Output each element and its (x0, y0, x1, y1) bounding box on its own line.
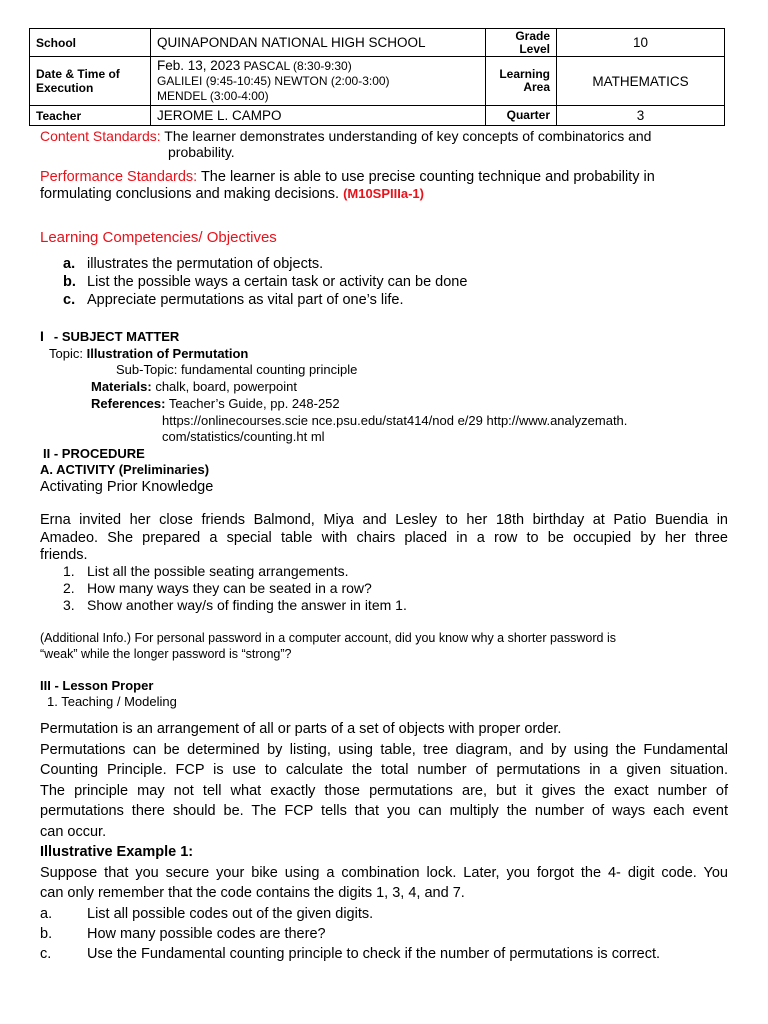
school-label: School (30, 29, 151, 57)
topic-line (49, 346, 248, 362)
activity-item-text: List all the possible seating arrangements. (87, 563, 349, 579)
procedure-heading: II - PROCEDURE (43, 446, 145, 461)
additional-info (40, 630, 616, 662)
lesson-line: Permutations can be determined by listing, using table, tree diagram, and by using the Fundamental (40, 741, 728, 758)
reference-url: https://onlinecourses.scie nce.psu.edu/stat414/nod e/29 http://www.analyzemath. (162, 413, 628, 428)
objective-item (63, 255, 323, 273)
additional-info-line: (Additional Info.) For personal password in a computer account, did you know why a shorter password is (40, 631, 616, 645)
list-marker: 1. (63, 563, 75, 579)
materials-line (91, 379, 297, 395)
list-marker: b. (40, 926, 53, 942)
learning-area-value: MATHEMATICS (557, 57, 725, 106)
example-item-text: List all possible codes out of the given digits. (87, 906, 374, 922)
quarter-value: 3 (557, 106, 725, 126)
references-value: Teacher’s Guide, pp. 248-252 (168, 396, 340, 411)
topic-label: Topic: (49, 346, 83, 361)
additional-info-line: “weak” while the longer password is “strong”? (40, 647, 292, 661)
list-marker: b. (63, 274, 76, 290)
example-item (40, 945, 660, 963)
materials-label: Materials: (91, 379, 152, 394)
list-marker: a. (40, 906, 53, 922)
example-item-text: How many possible codes are there? (87, 926, 326, 942)
schedule-mendel: MENDEL (3:00-4:00) (157, 89, 269, 103)
competency-code: (M10SPIIIa-1) (343, 186, 424, 201)
learning-area-label: Learning Area (486, 57, 557, 106)
schedule-galilei-newton: GALILEI (9:45-10:45) NEWTON (2:00-3:00) (157, 74, 390, 88)
story-line: Amadeo. She prepared a special table with chairs placed in a row to be occupied by her three (40, 529, 728, 546)
story-line: friends. (40, 547, 88, 563)
references-line (91, 396, 340, 412)
list-marker: 2. (63, 580, 75, 596)
objective-item (63, 291, 404, 309)
example-line: can only remember that the code contains the digits 1, 3, 4, and 7. (40, 885, 465, 901)
objectives-heading: Learning Competencies/ Objectives (40, 229, 277, 246)
subtopic-line: Sub-Topic: fundamental counting principle (116, 362, 358, 377)
example-item (40, 925, 326, 943)
lesson-paragraph (40, 719, 728, 904)
lesson-line: Permutation is an arrangement of all or parts of a set of objects with proper order. (40, 721, 562, 737)
content-standards (40, 128, 651, 144)
references-label: References: (91, 396, 166, 411)
example-item (40, 905, 373, 923)
list-marker: a. (63, 256, 76, 272)
objective-item (63, 273, 467, 291)
materials-value: chalk, board, powerpoint (155, 379, 297, 394)
list-marker: 3. (63, 597, 75, 613)
date-time-label: Date & Time of Execution (30, 57, 151, 106)
content-standards-label: Content Standards: (40, 128, 161, 144)
activity-item (63, 563, 348, 579)
content-standards-text-2: probability. (168, 144, 235, 160)
story-line: Erna invited her close friends Balmond, Miya and Lesley to her 18th birthday at Patio Buendia in (40, 512, 728, 528)
lesson-proper-heading: III - Lesson Proper (40, 678, 154, 693)
lesson-line: Counting Principle. FCP is use to calculate the total number of permutations in a given situation. (40, 762, 728, 778)
performance-standards-text-2: formulating conclusions and making decisions. (40, 186, 340, 202)
example-line: Suppose that you secure your bike using a combination lock. Later, you forgot the 4- digit code. You (40, 864, 728, 881)
lesson-line: can occur. (40, 823, 107, 840)
quarter-label: Quarter (486, 106, 557, 126)
list-marker: c. (40, 946, 52, 962)
objective-text: illustrates the permutation of objects. (87, 256, 324, 272)
subject-matter-heading (40, 328, 179, 344)
activity-heading: A. ACTIVITY (Preliminaries) (40, 462, 210, 477)
grade-level-value: 10 (557, 29, 725, 57)
grade-level-label: Grade Level (486, 29, 557, 57)
performance-standards-text: The learner is able to use precise counting technique and probability in (200, 169, 655, 185)
teacher-value: JEROME L. CAMPO (151, 106, 486, 126)
performance-standards-line-2 (40, 186, 424, 202)
objective-text: Appreciate permutations as vital part of one’s life. (87, 292, 404, 308)
lesson-line: The principle may not tell what exactly those permutations are, but it gives the exact number of (40, 782, 728, 799)
header-table (29, 28, 725, 126)
list-marker: c. (63, 292, 76, 308)
teacher-label: Teacher (30, 106, 151, 126)
content-standards-text: The learner demonstrates understanding of key concepts of combinatorics and (164, 128, 652, 144)
subject-matter-title: - SUBJECT MATTER (53, 329, 180, 344)
activity-item (63, 597, 407, 613)
school-value: QUINAPONDAN NATIONAL HIGH SCHOOL (151, 29, 486, 57)
activity-item-text: Show another way/s of finding the answer in item 1. (87, 597, 407, 613)
example-item-text: Use the Fundamental counting principle to check if the number of permutations is correct. (87, 946, 661, 962)
performance-standards-label: Performance Standards: (40, 169, 198, 185)
performance-standards (40, 169, 655, 185)
schedule-pascal: PASCAL (8:30-9:30) (243, 59, 352, 73)
lesson-line: permutations there should be. The FCP tells that you can multiply the number of ways each event (40, 803, 728, 819)
reference-url: com/statistics/counting.ht ml (162, 429, 325, 444)
teaching-modeling-subheading: 1. Teaching / Modeling (47, 694, 177, 709)
example-title: Illustrative Example 1: (40, 844, 194, 860)
objective-text: List the possible ways a certain task or activity can be done (87, 274, 468, 290)
schedule-cell (151, 57, 486, 106)
roman-numeral: I (40, 328, 44, 344)
activating-prior-knowledge: Activating Prior Knowledge (40, 479, 214, 495)
story-paragraph (40, 512, 728, 565)
activity-item (63, 580, 372, 596)
date-value: Feb. 13, 2023 (157, 58, 241, 73)
activity-item-text: How many ways they can be seated in a row? (87, 580, 372, 596)
topic-value: Illustration of Permutation (86, 346, 249, 361)
